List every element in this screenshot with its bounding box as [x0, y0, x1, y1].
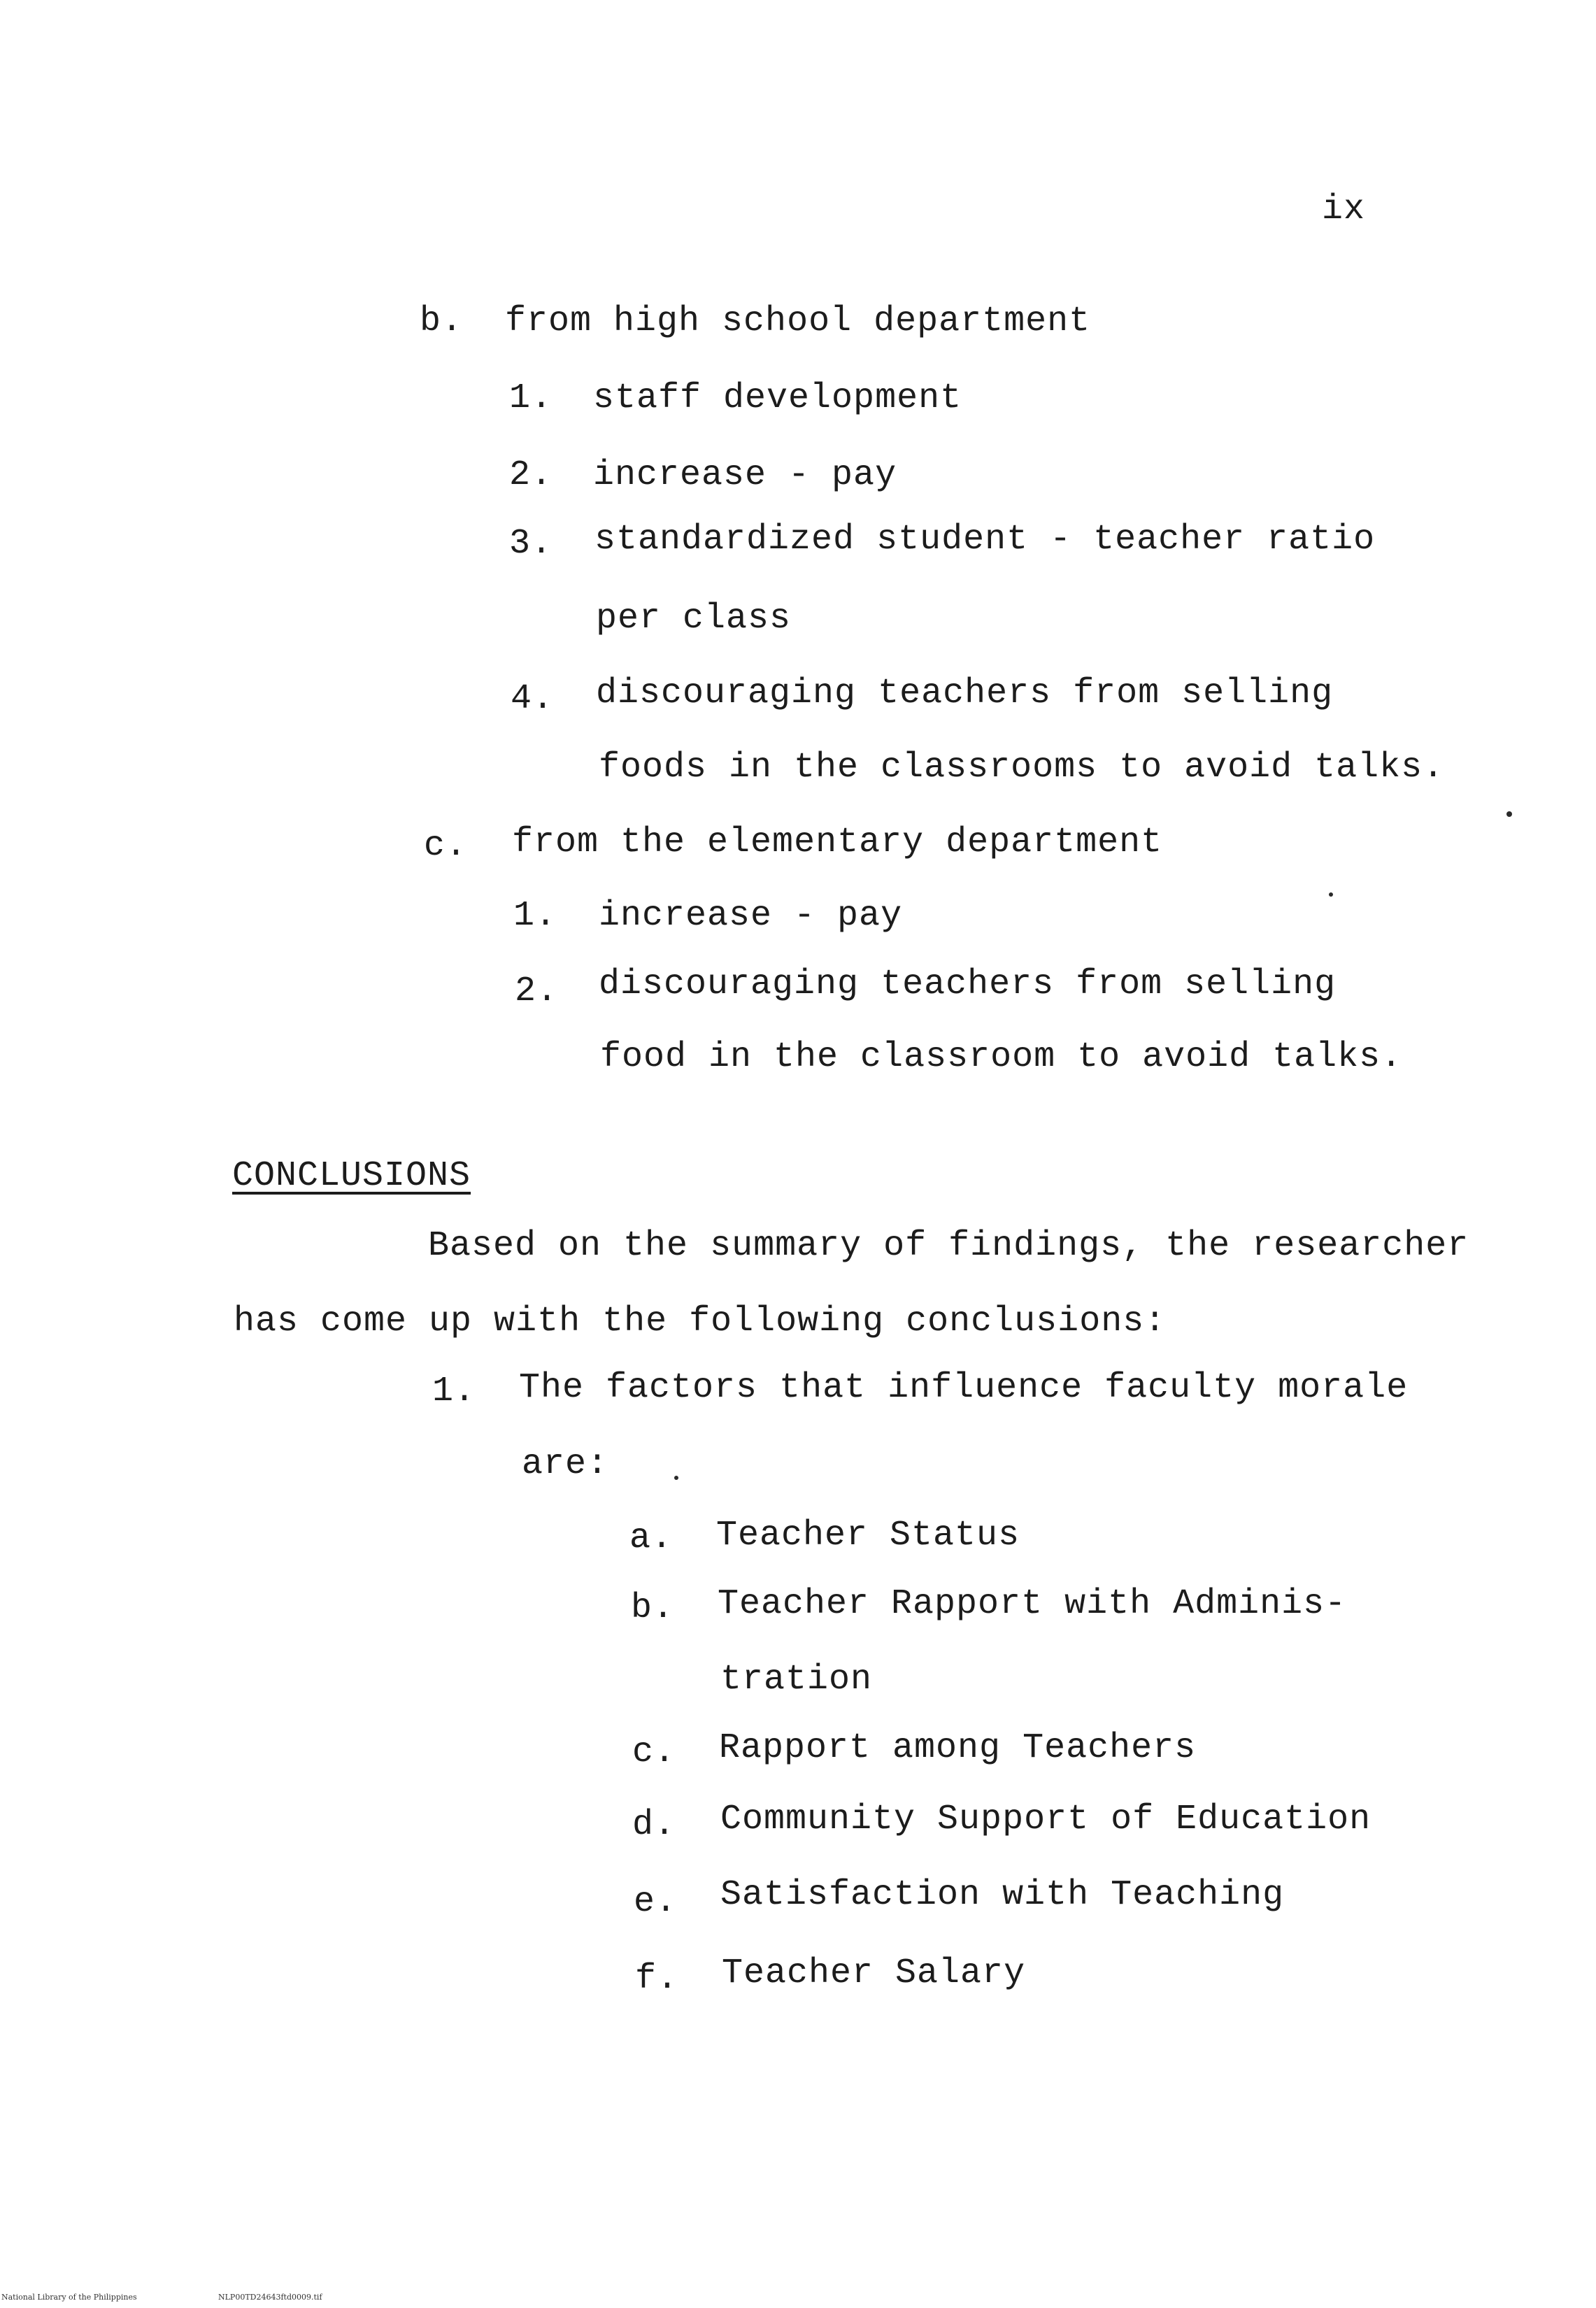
list-item-number: 2.: [509, 455, 553, 495]
list-item-text: increase - pay: [599, 896, 903, 936]
list-item-text: discouraging teachers from selling: [599, 964, 1337, 1004]
conclusions-intro-line-2: has come up with the following conclusions:: [234, 1302, 1167, 1341]
list-item-number: 4.: [511, 679, 555, 719]
section-marker-c: c.: [424, 826, 468, 866]
conclusions-intro-line-1: Based on the summary of findings, the researcher: [428, 1226, 1469, 1266]
footer-library-name: National Library of the Philippines: [1, 2293, 137, 2302]
conclusion-text: The factors that influence faculty morale: [519, 1368, 1409, 1408]
factor-text: Teacher Rapport with Adminis-: [718, 1584, 1347, 1624]
list-item-continuation: per class: [596, 599, 792, 639]
factor-letter: a.: [629, 1518, 674, 1558]
list-item-text: increase - pay: [593, 455, 897, 495]
factor-letter: c.: [632, 1732, 676, 1772]
factor-text: Satisfaction with Teaching: [720, 1875, 1285, 1915]
list-item-text: discouraging teachers from selling: [596, 674, 1334, 713]
section-title-elementary: from the elementary department: [512, 822, 1163, 862]
factor-text: Teacher Salary: [722, 1953, 1026, 1993]
conclusions-heading: CONCLUSIONS: [232, 1156, 471, 1196]
page-number: ix: [1322, 190, 1366, 229]
list-item-number: 3.: [509, 524, 553, 564]
list-item-number: 1.: [513, 896, 557, 936]
scan-speck: [674, 1476, 678, 1480]
section-title-high-school: from high school department: [505, 301, 1091, 341]
list-item-text: staff development: [593, 378, 962, 418]
factor-continuation: tration: [720, 1660, 873, 1700]
list-item-continuation: food in the classroom to avoid talks.: [600, 1037, 1403, 1077]
conclusion-number: 1.: [432, 1372, 476, 1411]
factor-letter: b.: [631, 1588, 675, 1628]
factor-letter: f.: [635, 1959, 679, 1999]
section-marker-b: b.: [420, 301, 464, 341]
list-item-continuation: foods in the classrooms to avoid talks.: [599, 748, 1445, 788]
conclusion-continuation: are:: [522, 1444, 609, 1484]
factor-letter: d.: [632, 1805, 676, 1845]
list-item-number: 1.: [509, 378, 553, 418]
factor-letter: e.: [634, 1882, 678, 1922]
scan-speck: [1506, 811, 1512, 817]
factor-text: Community Support of Education: [720, 1800, 1371, 1839]
factor-text: Teacher Status: [716, 1516, 1020, 1555]
factor-text: Rapport among Teachers: [719, 1728, 1197, 1768]
list-item-number: 2.: [515, 971, 559, 1011]
scan-speck: [1329, 892, 1333, 897]
footer-file-name: NLP00TD24643ftd0009.tif: [218, 2293, 322, 2302]
list-item-text: standardized student - teacher ratio: [594, 520, 1376, 560]
